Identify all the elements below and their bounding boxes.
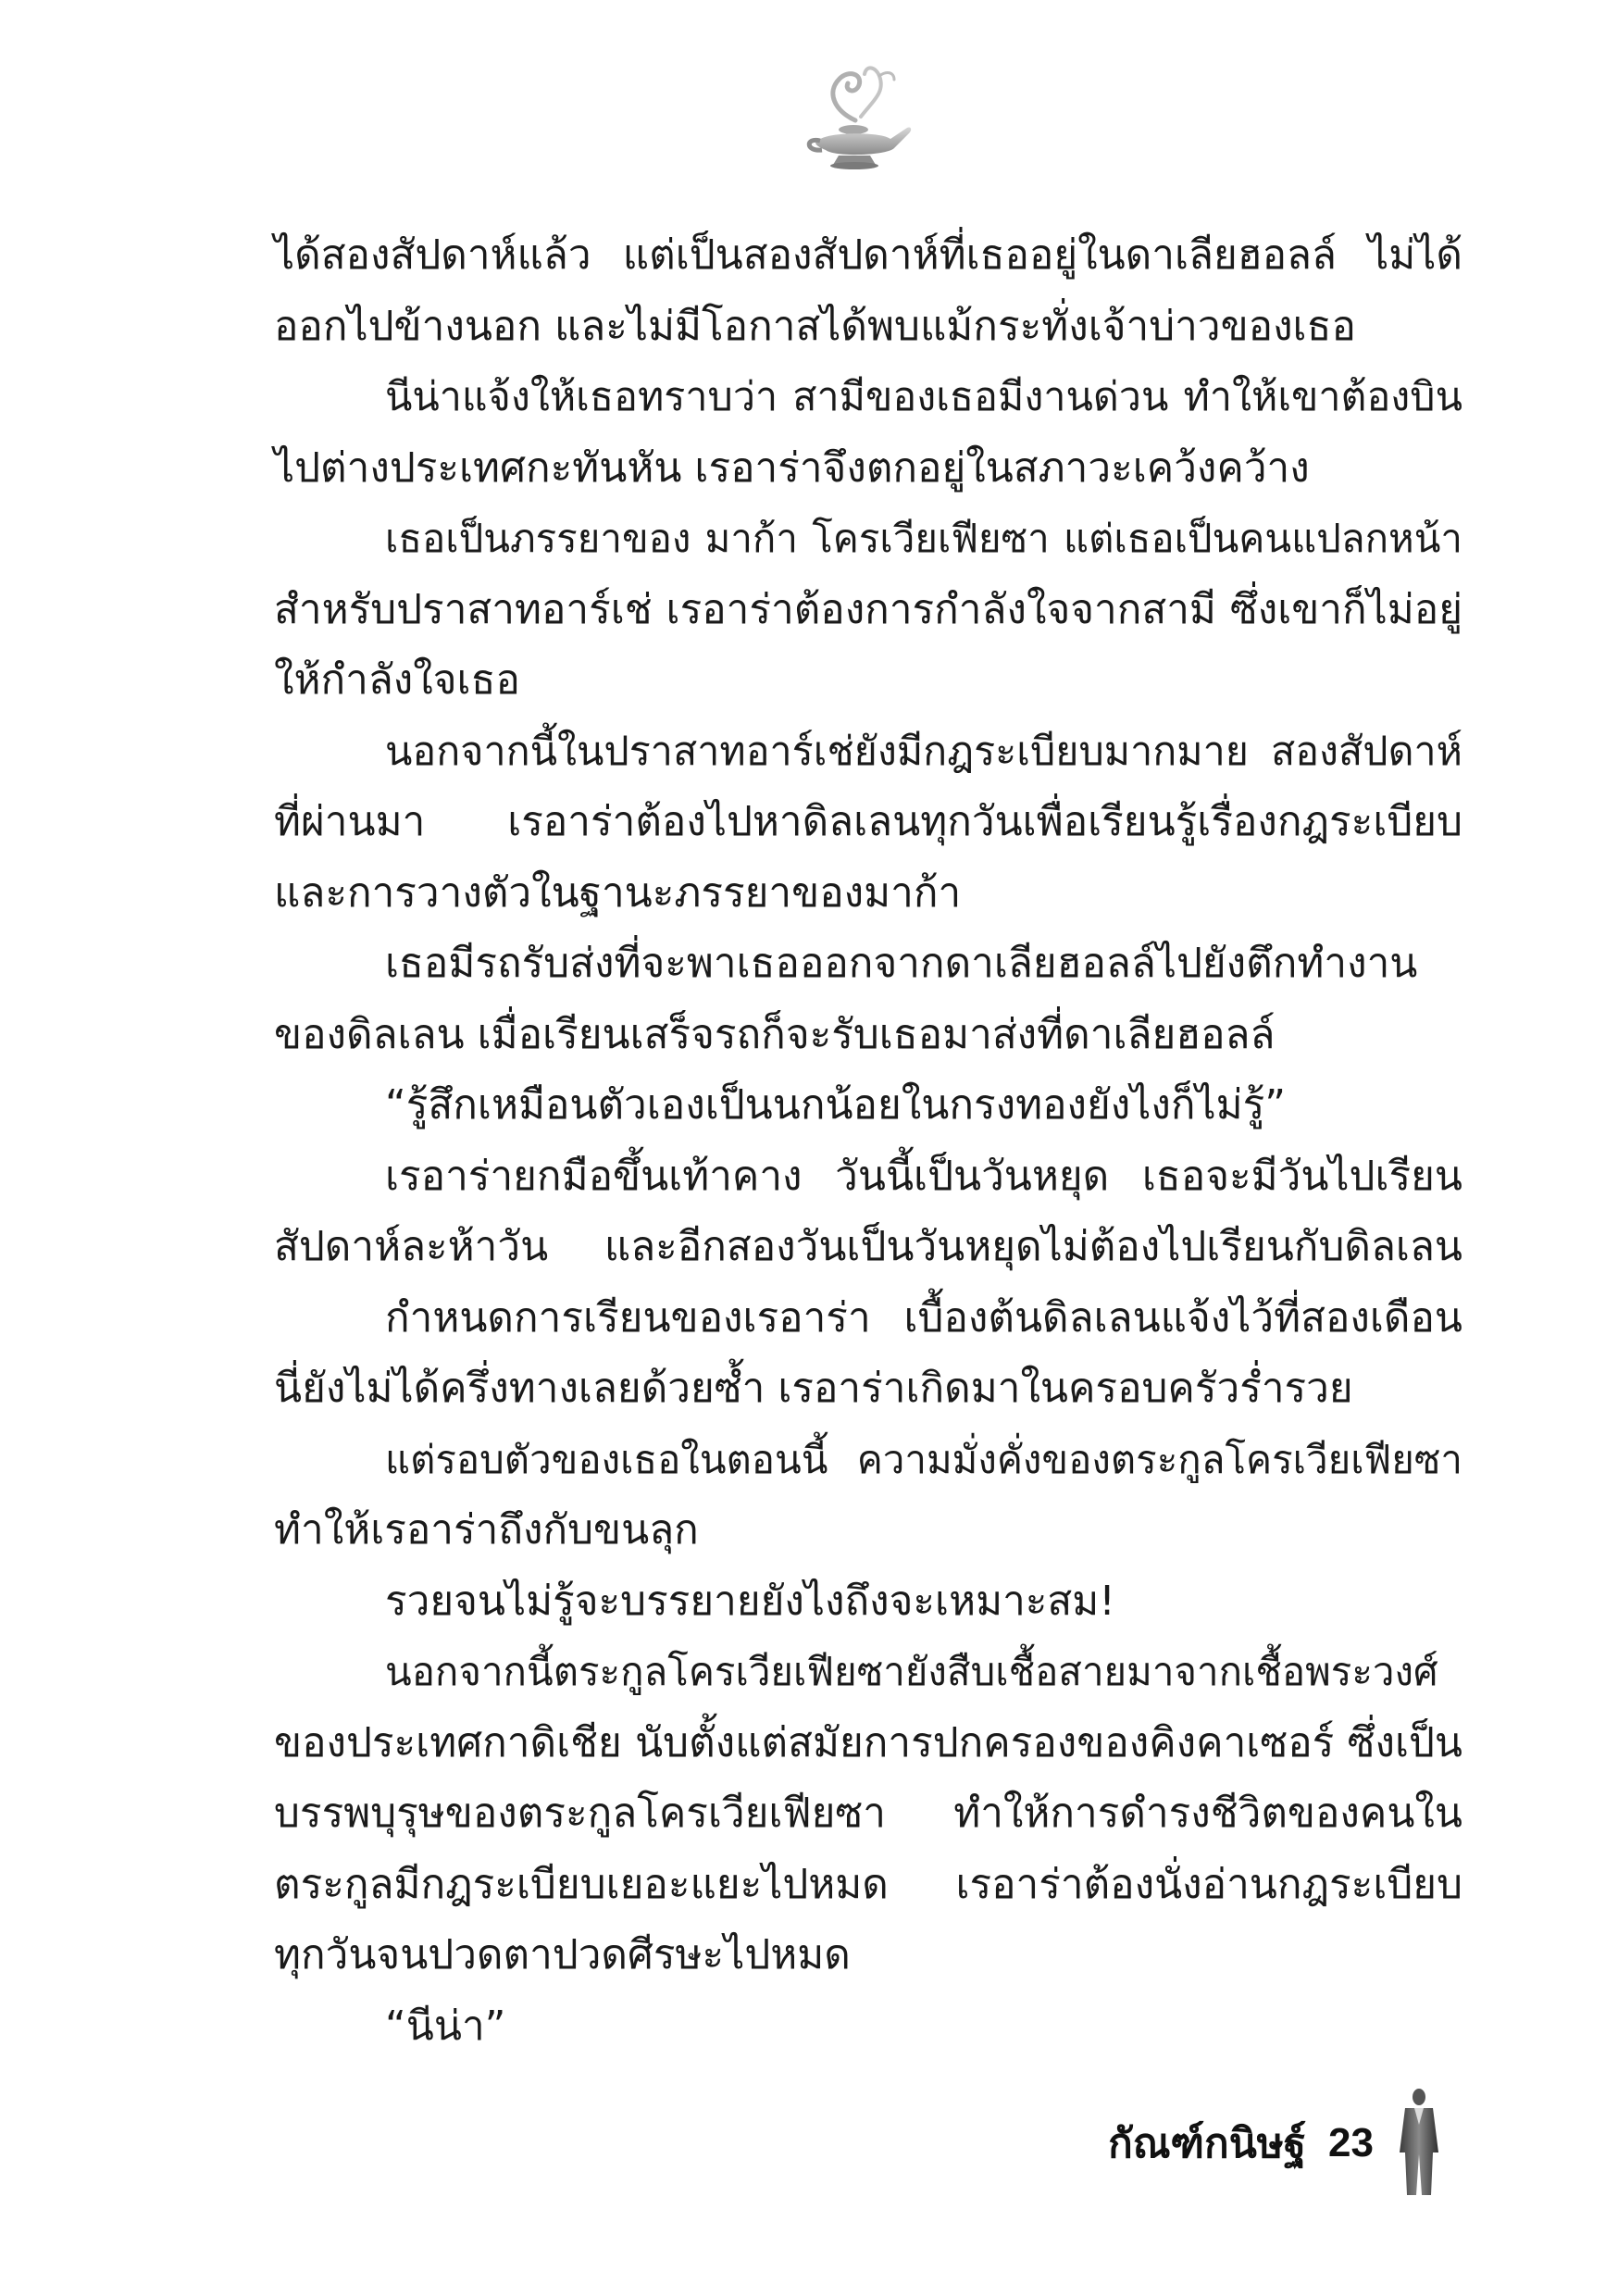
text-line: “นีน่า” bbox=[385, 2002, 506, 2050]
text-line: นอกจากนี้ในปราสาทอาร์เช่ยังมีกฎระเบียบมากมาย สองสัปดาห์ bbox=[385, 728, 1462, 775]
lamp-genie-icon bbox=[798, 56, 918, 176]
author-name: กัณฑ์กนิษฐ์ bbox=[1108, 2120, 1307, 2167]
text-line: แต่รอบตัวของเธอในตอนนี้ ความมั่งคั่งของตระกูลโครเวียเฟียซา bbox=[385, 1436, 1462, 1482]
text-line: นีน่าแจ้งให้เธอทราบว่า สามีของเธอมีงานด่วน ทำให้เขาต้องบิน bbox=[385, 374, 1462, 420]
text-line: ออกไปข้างนอก และไม่มีโอกาสได้พบแม้กระทั่งเจ้าบ่าวของเธอ bbox=[274, 302, 1356, 350]
text-line: สัปดาห์ละห้าวัน และอีกสองวันเป็นวันหยุดไม่ต้องไปเรียนกับดิลเลน bbox=[274, 1223, 1462, 1270]
text-line: ของดิลเลน เมื่อเรียนเสร็จรถก็จะรับเธอมาส่งที่ดาเลียฮอลล์ bbox=[274, 1010, 1276, 1058]
text-line: ไปต่างประเทศกะทันหัน เรอาร่าจึงตกอยู่ในสภาวะเคว้งคว้าง bbox=[274, 443, 1310, 492]
text-line: ของประเทศกาดิเชีย นับตั้งแต่สมัยการปกครองของคิงคาเซอร์ ซึ่งเป็น bbox=[274, 1718, 1462, 1766]
page-number: 23 bbox=[1328, 2120, 1374, 2165]
body-text bbox=[274, 220, 1462, 2062]
text-line: เธอเป็นภรรยาของ มาก้า โครเวียเฟียซา แต่เธอเป็นคนแปลกหน้า bbox=[385, 516, 1462, 561]
text-line: “รู้สึกเหมือนตัวเองเป็นนกน้อยในกรงทองยังไงก็ไม่รู้” bbox=[385, 1081, 1287, 1129]
text-line: บรรพบุรุษของตระกูลโครเวียเฟียซา ทำให้การดำรงชีวิตของคนใน bbox=[274, 1790, 1462, 1837]
text-line: และการวางตัวในฐานะภรรยาของมาก้า bbox=[274, 868, 962, 917]
text-line: ที่ผ่านมา เรอาร่าต้องไปหาดิลเลนทุกวันเพื่อเรียนรู้เรื่องกฎระเบียบ bbox=[274, 798, 1462, 845]
text-line: เธอมีรถรับส่งที่จะพาเธอออกจากดาเลียฮอลล์ไปยังตึกทำงาน bbox=[385, 940, 1418, 987]
text-line: นี่ยังไม่ได้ครึ่งทางเลยด้วยซ้ำ เรอาร่าเกิดมาในครอบครัวร่ำรวย bbox=[274, 1365, 1353, 1412]
text-line: เรอาร่ายกมือขึ้นเท้าคาง วันนี้เป็นวันหยุด เธอจะมีวันไปเรียน bbox=[385, 1152, 1462, 1200]
text-line: กำหนดการเรียนของเรอาร่า เบื้องต้นดิลเลนแจ้งไว้ที่สองเดือน bbox=[385, 1293, 1462, 1341]
text-line: ทำให้เรอาร่าถึงกับขนลุก bbox=[274, 1506, 699, 1554]
text-line: ทุกวันจนปวดตาปวดศีรษะไปหมด bbox=[274, 1931, 851, 1978]
text-line: รวยจนไม่รู้จะบรรยายยังไงถึงจะเหมาะสม! bbox=[385, 1577, 1115, 1625]
suit-figure-icon bbox=[1396, 2088, 1442, 2199]
text-line: ตระกูลมีกฎระเบียบเยอะแยะไปหมด เรอาร่าต้องนั่งอ่านกฎระเบียบ bbox=[274, 1860, 1462, 1908]
page-footer bbox=[1108, 2088, 1442, 2199]
text-line: ได้สองสัปดาห์แล้ว แต่เป็นสองสัปดาห์ที่เธออยู่ในดาเลียฮอลล์ ไม่ได้ bbox=[274, 231, 1462, 279]
text-line: สำหรับปราสาทอาร์เช่ เรอาร่าต้องการกำลังใจจากสามี ซึ่งเขาก็ไม่อยู่ bbox=[274, 585, 1462, 633]
text-line: ให้กำลังใจเธอ bbox=[274, 656, 520, 704]
text-line: นอกจากนี้ตระกูลโครเวียเฟียซายังสืบเชื้อสายมาจากเชื้อพระวงศ์ bbox=[385, 1649, 1438, 1694]
